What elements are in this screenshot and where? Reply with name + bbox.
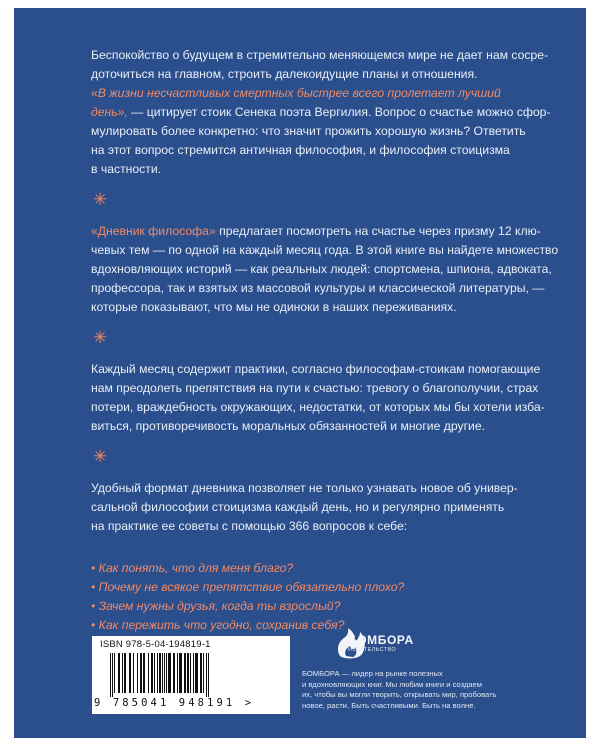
barcode-bar [203,653,204,693]
barcode-bar [129,653,131,693]
barcode-bar [173,653,175,693]
barcode-bar [162,653,163,693]
barcode-bar [208,653,209,697]
text-line: БОМБОРА — лидер на рынке полезных [302,669,443,678]
text-line: потери, враждебность окружающих, недостатки, от которых мы бы хотели изба- [91,400,545,414]
paragraph-diary [91,222,559,317]
barcode-bar [179,653,182,693]
barcode-bar [143,653,145,693]
barcode-bar [166,653,167,693]
barcode-bar [118,653,120,693]
barcode-bar [187,653,189,693]
barcode-bar [190,653,191,693]
text-line: новое, расти. Быть счастливыми. Быть на волне. [302,700,476,710]
publisher-name: БОМБОРА [348,633,414,647]
question-list [91,559,547,635]
text-line: — цитирует стоик Сенека поэта Вергилия. Вопрос о счастье можно сфор- [127,105,551,119]
barcode-bar [151,653,153,693]
text-line: чевых тем — по одной на каждый месяц года. В этой книге вы найдете множество [91,243,559,257]
publisher-description [302,669,517,711]
publisher-subtitle: ИЗДАТЕЛЬСТВО [348,647,397,653]
barcode-bar [168,653,171,693]
text-line: и вдохновляющих книг. Мы любим книги и создаем [302,679,483,689]
barcode-bar [177,653,178,693]
text-line: Удобный формат дневника позволяет не только узнавать новое об универ- [91,481,518,495]
text-line: на этот вопрос стремится античная философия, и философия стоицизма [91,143,510,157]
asterisk-separator-icon: ✳ [93,328,108,347]
text-line: нам преодолеть препятствия на пути к счастью: тревогу о благополучии, страх [91,381,539,395]
asterisk-separator-icon: ✳ [93,447,108,466]
seneca-quote-end: день», [91,105,128,119]
text-line: виться, противоречивость моральных обязанностей и многие другие. [91,419,486,433]
book-back-cover [14,8,586,738]
question-item: • Зачем нужны друзья, когда ты взрослый? [91,599,341,613]
text-line: мулировать более конкретно: что значит прожить хорошую жизнь? Ответить [91,124,526,138]
paragraph-intro [91,46,551,179]
text-line: Беспокойство о будущем в стремительно меняющемся мире не дает нам сосре- [91,48,549,62]
asterisk-separator-icon: ✳ [93,190,108,209]
isbn-barcode [92,636,290,714]
barcode-bar [137,653,138,693]
barcode-bar [140,653,142,693]
text-line: которые показывают, что мы не одиноки в наших переживаниях. [91,300,457,314]
barcode-bar [133,653,134,693]
question-item: • Как пережить что угодно, сохранив себя? [91,618,345,632]
barcode-bar [114,653,115,693]
barcode-bar [154,653,155,693]
text-line: профессора, так и взятых из массовой культуры и классической литературы, — [91,281,545,295]
text-line: предлагает посмотреть на счастье через призму 12 клю- [215,224,541,238]
cover-text [91,46,559,635]
barcode-bar [200,653,202,693]
barcode-bar [195,653,198,693]
barcode-bar [112,653,113,697]
barcode-bar [122,653,123,693]
barcode-bar [124,653,126,693]
text-line: вдохновляющих историй — как реальных людей: спортсмена, шпиона, адвоката, [91,262,552,276]
text-line: на практике ее советы с помощью 366 вопросов к себе: [91,519,408,533]
question-item: • Почему не всякое препятствие обязательно плохо? [91,580,405,594]
isbn-number: ISBN 978-5-04-194819-1 [100,639,211,650]
book-title: «Дневник философа» [91,224,216,238]
barcode-bar [148,653,149,693]
barcode-bar [110,653,111,697]
question-item: • Как понять, что для меня благо? [91,561,294,575]
text-line: доточиться на главном, строить далекоидущие планы и отношения. [91,67,478,81]
text-line: в частности. [91,162,162,176]
text-line: Каждый месяц содержит практики, согласно философам-стоикам помогающие [91,362,541,376]
barcode-bar [193,653,194,693]
barcode-bars [108,653,278,697]
seneca-quote: «В жизни несчастливых смертных быстрее всего пролетает лучший [91,86,501,100]
barcode-bar [159,653,161,693]
paragraph-practices [91,360,547,436]
paragraph-format [91,479,547,536]
barcode-bar [157,653,158,693]
text-line: их, чтобы вы могли творить, открывать мир, пробовать [302,690,497,700]
barcode-digits: 9 785041 948191 > [94,697,255,709]
barcode-bar [184,653,186,693]
barcode-bar [206,653,207,697]
barcode-bar [164,653,165,693]
text-line: сальной философии стоицизма каждый день, но и регулярно применять [91,500,505,514]
